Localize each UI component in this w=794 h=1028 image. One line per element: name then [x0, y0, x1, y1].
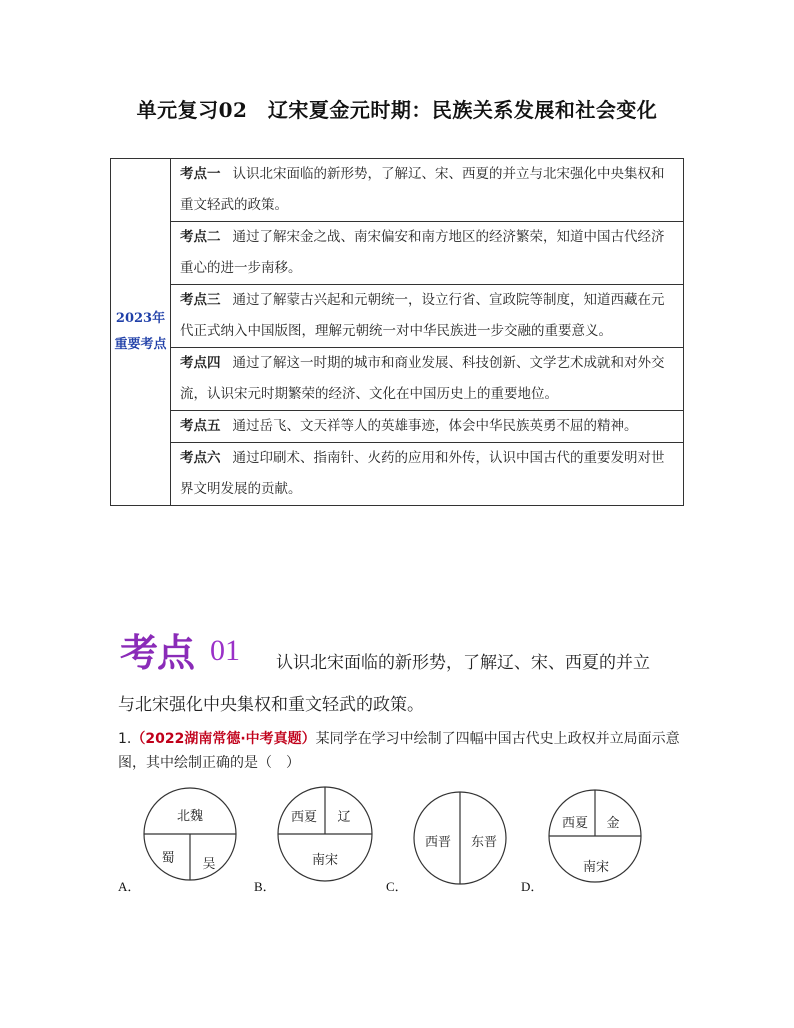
option-d-label[interactable]: D． — [521, 879, 544, 894]
key-point-name: 考点二 — [180, 229, 221, 245]
question-number: 1. — [118, 731, 132, 747]
table-row — [111, 411, 684, 443]
key-point-name: 考点三 — [180, 292, 221, 308]
key-point-text: 认识北宋面临的新形势，了解辽、宋、西夏的并立与北宋强化中央集权和重文轻武的政策。 — [180, 166, 665, 213]
table-row — [111, 348, 684, 411]
option-a-diagram — [144, 788, 236, 880]
key-point-cell — [171, 222, 684, 285]
section-heading — [120, 622, 720, 675]
key-point-name: 考点四 — [180, 355, 221, 371]
option-b-label[interactable]: B． — [254, 879, 276, 894]
question-stem: 某同学在学习中绘制了四幅中国古代史上政权并立局面示意图，其中绘制正确的是（ ） — [118, 731, 680, 771]
region-label: 南宋 — [582, 860, 610, 875]
region-label: 东晋 — [470, 835, 498, 850]
options-diagrams — [0, 780, 794, 890]
key-point-text: 通过了解这一时期的城市和商业发展、科技创新、文学艺术成就和对外交流，认识宋元时期繁荣的经济、文化在中国历史上的重要地位。 — [180, 355, 665, 402]
section-number: 01 — [210, 634, 240, 667]
option-a-label[interactable]: A． — [118, 879, 141, 894]
key-point-name: 考点六 — [180, 450, 221, 466]
key-points-table — [110, 158, 684, 506]
key-point-cell — [171, 348, 684, 411]
region-label: 西晋 — [424, 835, 452, 850]
region-label: 辽 — [337, 810, 351, 825]
region-label: 西夏 — [561, 816, 589, 831]
key-point-cell — [171, 443, 684, 506]
option-c-diagram — [414, 792, 506, 884]
table-row — [111, 222, 684, 285]
region-label: 南宋 — [311, 853, 339, 868]
option-b-diagram — [278, 787, 372, 881]
section-label: 考点 — [120, 631, 195, 675]
question-1 — [118, 727, 688, 775]
question-source: （2022湖南常德·中考真题） — [131, 731, 316, 747]
side-label-text: 重要考点 — [114, 337, 167, 352]
region-label: 蜀 — [161, 851, 175, 866]
section-heading-line2: 与北宋强化中央集权和重文轻武的政策。 — [118, 695, 424, 715]
key-point-text: 通过了解蒙古兴起和元朝统一，设立行省、宣政院等制度，知道西藏在元代正式纳入中国版图，理解元朝统一对中华民族进一步交融的重要意义。 — [180, 292, 665, 339]
key-point-cell — [171, 159, 684, 222]
key-point-cell — [171, 285, 684, 348]
key-point-text: 通过印刷术、指南针、火药的应用和外传，认识中国古代的重要发明对世界文明发展的贡献。 — [180, 450, 665, 497]
table-row — [111, 285, 684, 348]
table-row — [111, 443, 684, 506]
key-point-text: 通过岳飞、文天祥等人的英雄事迹，体会中华民族英勇不屈的精神。 — [232, 418, 638, 434]
option-d-diagram — [549, 790, 641, 882]
side-label-year: 2023年 — [115, 311, 166, 326]
table-row — [111, 159, 684, 222]
key-point-name: 考点一 — [180, 166, 221, 182]
region-label: 北魏 — [176, 809, 204, 824]
side-label — [111, 159, 171, 506]
key-point-cell — [171, 411, 684, 443]
page-title: 单元复习02 辽宋夏金元时期：民族关系发展和社会变化 — [136, 98, 658, 122]
region-label: 西夏 — [290, 810, 318, 825]
option-c-label[interactable]: C． — [386, 879, 408, 894]
region-label: 吴 — [202, 857, 216, 872]
key-point-name: 考点五 — [180, 418, 221, 434]
key-point-text: 通过了解宋金之战、南宋偏安和南方地区的经济繁荣，知道中国古代经济重心的进一步南移。 — [180, 229, 665, 276]
section-heading-line1: 认识北宋面临的新形势，了解辽、宋、西夏的并立 — [276, 653, 650, 673]
region-label: 金 — [606, 816, 620, 831]
